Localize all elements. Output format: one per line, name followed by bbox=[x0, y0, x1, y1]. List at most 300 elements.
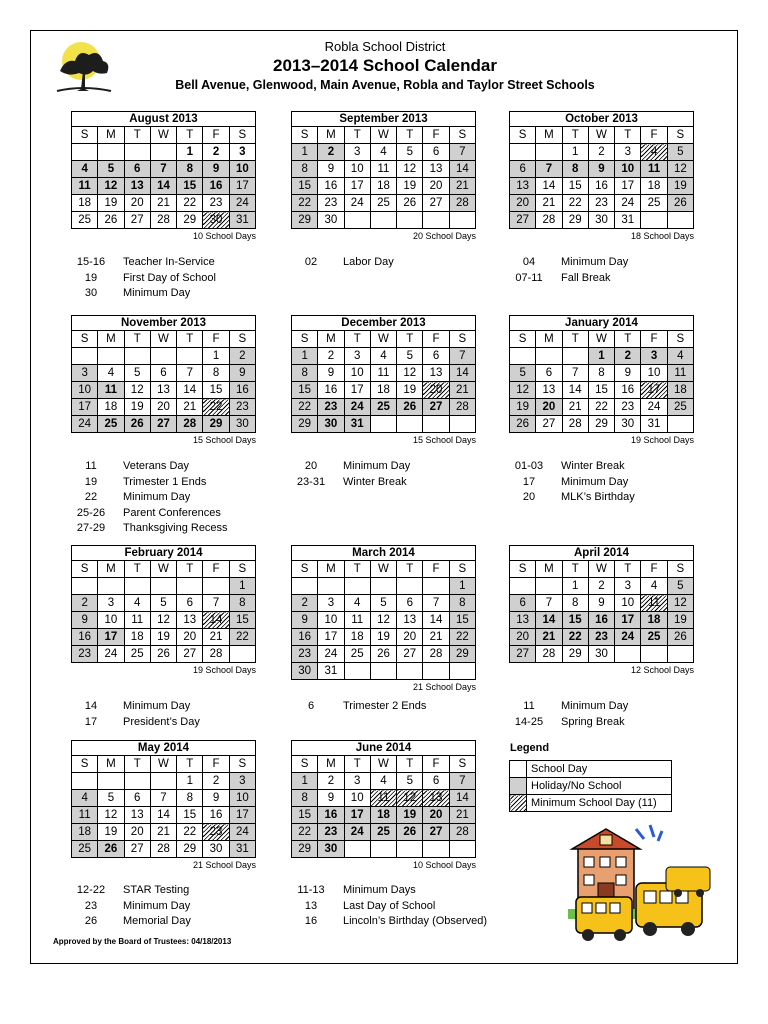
events-january-2014 bbox=[509, 459, 635, 506]
day-cell: 13 bbox=[536, 382, 562, 399]
empty-day-cell bbox=[98, 144, 124, 161]
week-row bbox=[510, 212, 694, 229]
legend-label: Minimum School Day (11) bbox=[527, 795, 672, 812]
day-cell: 11 bbox=[667, 365, 693, 382]
day-cell: 21 bbox=[562, 399, 588, 416]
weekday-header: W bbox=[150, 331, 176, 348]
day-cell: 19 bbox=[397, 807, 423, 824]
day-cell: 6 bbox=[510, 161, 536, 178]
day-cell: 30 bbox=[615, 416, 641, 433]
day-cell: 16 bbox=[588, 612, 614, 629]
day-cell: 10 bbox=[98, 612, 124, 629]
day-cell: 26 bbox=[124, 416, 150, 433]
week-row bbox=[510, 382, 694, 399]
week-row bbox=[72, 646, 256, 663]
month-december-2013 bbox=[291, 315, 476, 445]
empty-day-cell bbox=[318, 578, 344, 595]
day-cell: 2 bbox=[588, 144, 614, 161]
day-cell: 31 bbox=[229, 841, 255, 858]
weekday-header: S bbox=[510, 561, 536, 578]
event-item bbox=[71, 883, 191, 899]
day-cell: 24 bbox=[72, 416, 98, 433]
event-date: 25-26 bbox=[76, 506, 106, 519]
day-cell: 24 bbox=[641, 399, 667, 416]
day-cell: 16 bbox=[318, 382, 344, 399]
event-item bbox=[291, 699, 426, 715]
day-cell: 3 bbox=[229, 144, 255, 161]
day-cell: 8 bbox=[177, 161, 203, 178]
day-cell: 12 bbox=[98, 807, 124, 824]
week-row bbox=[292, 663, 476, 680]
day-cell: 28 bbox=[562, 416, 588, 433]
weekday-header: T bbox=[124, 561, 150, 578]
legend-item-holiday bbox=[510, 778, 672, 795]
event-date: 30 bbox=[84, 287, 98, 299]
day-cell: 24 bbox=[98, 646, 124, 663]
day-cell: 14 bbox=[536, 612, 562, 629]
event-item bbox=[291, 914, 487, 930]
day-cell: 12 bbox=[397, 161, 423, 178]
day-cell: 12 bbox=[667, 161, 693, 178]
event-item bbox=[71, 899, 191, 915]
day-cell: 20 bbox=[510, 195, 536, 212]
weekday-header: S bbox=[72, 331, 98, 348]
day-cell: 14 bbox=[150, 178, 176, 195]
week-row bbox=[510, 629, 694, 646]
day-cell: 25 bbox=[370, 399, 396, 416]
day-cell: 27 bbox=[536, 416, 562, 433]
day-cell: 18 bbox=[72, 824, 98, 841]
week-row bbox=[510, 144, 694, 161]
weekday-header: M bbox=[536, 561, 562, 578]
event-date: 17 bbox=[84, 715, 98, 728]
day-cell: 30 bbox=[318, 416, 344, 433]
day-cell: 7 bbox=[203, 595, 229, 612]
day-cell: 9 bbox=[588, 161, 614, 178]
day-cell: 17 bbox=[72, 399, 98, 416]
day-cell: 18 bbox=[72, 195, 98, 212]
day-cell: 19 bbox=[397, 382, 423, 399]
day-cell: 13 bbox=[423, 790, 449, 807]
events-may-2014 bbox=[71, 883, 191, 930]
weekday-header: F bbox=[423, 561, 449, 578]
weekday-header: W bbox=[370, 756, 396, 773]
weekday-header: M bbox=[318, 756, 344, 773]
day-cell: 9 bbox=[229, 365, 255, 382]
week-row bbox=[72, 841, 256, 858]
event-item bbox=[71, 715, 200, 731]
weekday-header: S bbox=[292, 127, 318, 144]
event-description: Last Day of School bbox=[343, 899, 436, 912]
empty-day-cell bbox=[370, 578, 396, 595]
day-cell: 22 bbox=[177, 195, 203, 212]
empty-day-cell bbox=[536, 144, 562, 161]
day-cell: 23 bbox=[229, 399, 255, 416]
empty-day-cell bbox=[510, 348, 536, 365]
day-cell: 1 bbox=[177, 773, 203, 790]
school-days-count: 21 School Days bbox=[192, 860, 256, 870]
week-row bbox=[292, 646, 476, 663]
day-cell: 31 bbox=[344, 416, 370, 433]
day-cell: 1 bbox=[449, 578, 475, 595]
weekday-header: S bbox=[449, 756, 475, 773]
weekday-header: M bbox=[536, 331, 562, 348]
day-cell: 30 bbox=[203, 212, 229, 229]
event-description: Minimum Days bbox=[343, 884, 416, 896]
weekday-header: T bbox=[562, 331, 588, 348]
day-cell: 19 bbox=[397, 178, 423, 195]
day-cell: 6 bbox=[423, 773, 449, 790]
legend-swatch-holiday bbox=[510, 778, 527, 795]
day-cell: 18 bbox=[370, 178, 396, 195]
events-april-2014 bbox=[509, 699, 628, 730]
day-cell: 14 bbox=[449, 161, 475, 178]
event-date: 26 bbox=[84, 915, 98, 927]
day-cell: 8 bbox=[203, 365, 229, 382]
day-cell: 16 bbox=[318, 807, 344, 824]
day-cell: 14 bbox=[150, 807, 176, 824]
day-cell: 9 bbox=[588, 595, 614, 612]
day-cell: 9 bbox=[318, 365, 344, 382]
event-description: Minimum Day bbox=[123, 287, 191, 299]
day-cell: 20 bbox=[150, 399, 176, 416]
weekday-header: M bbox=[318, 127, 344, 144]
empty-day-cell bbox=[667, 212, 693, 229]
day-cell: 27 bbox=[177, 646, 203, 663]
event-date: 07-11 bbox=[515, 271, 543, 284]
event-item bbox=[509, 715, 628, 731]
empty-day-cell bbox=[177, 578, 203, 595]
empty-day-cell bbox=[423, 841, 449, 858]
day-cell: 26 bbox=[667, 629, 693, 646]
event-item bbox=[509, 459, 635, 475]
day-cell: 22 bbox=[177, 824, 203, 841]
empty-day-cell bbox=[667, 646, 693, 663]
empty-day-cell bbox=[449, 416, 475, 433]
day-cell: 9 bbox=[292, 612, 318, 629]
day-cell: 15 bbox=[177, 807, 203, 824]
day-cell: 8 bbox=[177, 790, 203, 807]
day-cell: 28 bbox=[449, 824, 475, 841]
day-cell: 9 bbox=[615, 365, 641, 382]
weekday-header: T bbox=[397, 756, 423, 773]
weekday-header: T bbox=[397, 561, 423, 578]
day-cell: 1 bbox=[562, 144, 588, 161]
week-row bbox=[510, 365, 694, 382]
week-row bbox=[292, 382, 476, 399]
weekday-header: M bbox=[98, 561, 124, 578]
event-description: Teacher In-Service bbox=[123, 256, 215, 268]
week-row bbox=[72, 382, 256, 399]
day-cell: 2 bbox=[588, 578, 614, 595]
day-cell: 17 bbox=[229, 807, 255, 824]
week-row bbox=[292, 212, 476, 229]
day-cell: 3 bbox=[344, 773, 370, 790]
event-date: 13 bbox=[304, 899, 318, 912]
week-row bbox=[72, 612, 256, 629]
day-cell: 21 bbox=[150, 195, 176, 212]
day-cell: 4 bbox=[124, 595, 150, 612]
day-cell: 14 bbox=[449, 365, 475, 382]
week-row bbox=[292, 790, 476, 807]
day-cell: 11 bbox=[72, 807, 98, 824]
school-days-count: 18 School Days bbox=[630, 231, 694, 241]
week-row bbox=[510, 595, 694, 612]
day-cell: 18 bbox=[344, 629, 370, 646]
event-description: STAR Testing bbox=[123, 884, 190, 896]
day-cell: 22 bbox=[292, 824, 318, 841]
month-november-2013 bbox=[71, 315, 256, 445]
day-cell: 9 bbox=[203, 161, 229, 178]
empty-day-cell bbox=[124, 144, 150, 161]
empty-day-cell bbox=[72, 773, 98, 790]
event-date: 02 bbox=[304, 256, 318, 268]
event-item bbox=[71, 490, 228, 506]
day-cell: 14 bbox=[536, 178, 562, 195]
day-cell: 9 bbox=[203, 790, 229, 807]
week-row bbox=[292, 578, 476, 595]
day-cell: 18 bbox=[667, 382, 693, 399]
weekday-header: W bbox=[150, 127, 176, 144]
day-cell: 5 bbox=[397, 773, 423, 790]
week-row bbox=[292, 773, 476, 790]
day-cell: 20 bbox=[124, 195, 150, 212]
weekday-header: F bbox=[203, 756, 229, 773]
month-title: February 2014 bbox=[71, 545, 256, 560]
events-march-2014 bbox=[291, 699, 426, 715]
day-cell: 7 bbox=[150, 790, 176, 807]
day-cell: 29 bbox=[449, 646, 475, 663]
day-cell: 13 bbox=[510, 178, 536, 195]
event-description: Veterans Day bbox=[123, 460, 190, 472]
day-cell: 30 bbox=[588, 646, 614, 663]
day-cell: 26 bbox=[397, 824, 423, 841]
empty-day-cell bbox=[397, 578, 423, 595]
day-cell: 23 bbox=[318, 195, 344, 212]
day-cell: 22 bbox=[292, 399, 318, 416]
day-cell: 12 bbox=[397, 365, 423, 382]
day-cell: 23 bbox=[588, 629, 614, 646]
event-description: Minimum Day bbox=[561, 700, 629, 712]
day-cell: 24 bbox=[615, 195, 641, 212]
empty-day-cell bbox=[292, 578, 318, 595]
week-row bbox=[72, 399, 256, 416]
day-cell: 8 bbox=[292, 161, 318, 178]
day-cell: 3 bbox=[615, 144, 641, 161]
event-item bbox=[71, 286, 216, 302]
empty-day-cell bbox=[510, 144, 536, 161]
empty-day-cell bbox=[370, 212, 396, 229]
day-cell: 5 bbox=[124, 365, 150, 382]
weekday-header: T bbox=[124, 756, 150, 773]
day-cell: 7 bbox=[536, 595, 562, 612]
day-cell: 26 bbox=[397, 195, 423, 212]
day-cell: 16 bbox=[72, 629, 98, 646]
day-cell: 27 bbox=[423, 195, 449, 212]
event-date: 20 bbox=[304, 460, 318, 472]
day-cell: 11 bbox=[641, 161, 667, 178]
weekday-header: S bbox=[72, 561, 98, 578]
day-cell: 4 bbox=[641, 578, 667, 595]
day-cell: 17 bbox=[615, 612, 641, 629]
weekday-header: W bbox=[588, 561, 614, 578]
event-date: 19 bbox=[84, 271, 98, 284]
month-grid bbox=[291, 560, 476, 680]
day-cell: 28 bbox=[177, 416, 203, 433]
event-date: 6 bbox=[307, 700, 315, 712]
day-cell: 27 bbox=[397, 646, 423, 663]
weekday-header: F bbox=[641, 331, 667, 348]
day-cell: 3 bbox=[98, 595, 124, 612]
day-cell: 12 bbox=[370, 612, 396, 629]
day-cell: 7 bbox=[177, 365, 203, 382]
day-cell: 5 bbox=[667, 578, 693, 595]
day-cell: 2 bbox=[318, 773, 344, 790]
empty-day-cell bbox=[229, 646, 255, 663]
month-grid bbox=[291, 126, 476, 229]
month-grid bbox=[71, 755, 256, 858]
day-cell: 29 bbox=[177, 841, 203, 858]
day-cell: 20 bbox=[177, 629, 203, 646]
day-cell: 10 bbox=[641, 365, 667, 382]
event-date: 19 bbox=[84, 475, 98, 488]
empty-day-cell bbox=[423, 578, 449, 595]
weekday-header: T bbox=[615, 127, 641, 144]
day-cell: 20 bbox=[510, 629, 536, 646]
empty-day-cell bbox=[344, 841, 370, 858]
school-days-count: 15 School Days bbox=[412, 435, 476, 445]
weekday-header: S bbox=[292, 561, 318, 578]
month-april-2014 bbox=[509, 545, 694, 675]
weekday-header: M bbox=[318, 561, 344, 578]
weekday-header: F bbox=[203, 561, 229, 578]
week-row bbox=[510, 348, 694, 365]
month-february-2014 bbox=[71, 545, 256, 675]
school-days-count: 15 School Days bbox=[192, 435, 256, 445]
empty-day-cell bbox=[344, 663, 370, 680]
week-row bbox=[72, 578, 256, 595]
day-cell: 29 bbox=[562, 646, 588, 663]
day-cell: 26 bbox=[370, 646, 396, 663]
day-cell: 13 bbox=[150, 382, 176, 399]
day-cell: 26 bbox=[667, 195, 693, 212]
day-cell: 17 bbox=[641, 382, 667, 399]
day-cell: 17 bbox=[344, 807, 370, 824]
empty-day-cell bbox=[397, 841, 423, 858]
day-cell: 24 bbox=[344, 399, 370, 416]
day-cell: 28 bbox=[536, 646, 562, 663]
day-cell: 26 bbox=[510, 416, 536, 433]
day-cell: 27 bbox=[124, 841, 150, 858]
day-cell: 15 bbox=[449, 612, 475, 629]
month-june-2014 bbox=[291, 740, 476, 870]
day-cell: 1 bbox=[562, 578, 588, 595]
event-description: Lincoln’s Birthday (Observed) bbox=[343, 915, 488, 927]
empty-day-cell bbox=[449, 841, 475, 858]
day-cell: 12 bbox=[98, 178, 124, 195]
day-cell: 8 bbox=[562, 161, 588, 178]
day-cell: 25 bbox=[72, 841, 98, 858]
weekday-header: S bbox=[72, 756, 98, 773]
event-description: Memorial Day bbox=[123, 915, 191, 927]
weekday-header: S bbox=[667, 561, 693, 578]
events-november-2013 bbox=[71, 459, 228, 537]
day-cell: 15 bbox=[588, 382, 614, 399]
day-cell: 17 bbox=[318, 629, 344, 646]
day-cell: 21 bbox=[536, 629, 562, 646]
day-cell: 28 bbox=[150, 212, 176, 229]
event-description: Minimum Day bbox=[343, 460, 411, 472]
day-cell: 14 bbox=[423, 612, 449, 629]
calendar-page bbox=[30, 30, 738, 964]
day-cell: 28 bbox=[203, 646, 229, 663]
day-cell: 8 bbox=[562, 595, 588, 612]
day-cell: 13 bbox=[397, 612, 423, 629]
day-cell: 13 bbox=[510, 612, 536, 629]
day-cell: 25 bbox=[124, 646, 150, 663]
day-cell: 19 bbox=[150, 629, 176, 646]
weekday-header: M bbox=[98, 127, 124, 144]
day-cell: 21 bbox=[423, 629, 449, 646]
day-cell: 10 bbox=[615, 595, 641, 612]
day-cell: 1 bbox=[292, 144, 318, 161]
weekday-header: S bbox=[449, 127, 475, 144]
empty-day-cell bbox=[641, 212, 667, 229]
month-title: November 2013 bbox=[71, 315, 256, 330]
legend-swatch-minimum bbox=[510, 795, 527, 812]
weekday-header: S bbox=[292, 756, 318, 773]
day-cell: 31 bbox=[229, 212, 255, 229]
week-row bbox=[292, 416, 476, 433]
event-date: 11-13 bbox=[297, 884, 325, 896]
day-cell: 10 bbox=[344, 365, 370, 382]
month-grid bbox=[71, 560, 256, 663]
empty-day-cell bbox=[370, 416, 396, 433]
day-cell: 28 bbox=[449, 399, 475, 416]
day-cell: 26 bbox=[397, 399, 423, 416]
month-title: January 2014 bbox=[509, 315, 694, 330]
school-days-count: 10 School Days bbox=[192, 231, 256, 241]
day-cell: 25 bbox=[641, 195, 667, 212]
event-date: 14-25 bbox=[514, 715, 544, 728]
empty-day-cell bbox=[423, 416, 449, 433]
day-cell: 4 bbox=[72, 790, 98, 807]
month-title: October 2013 bbox=[509, 111, 694, 126]
day-cell: 24 bbox=[344, 195, 370, 212]
month-march-2014 bbox=[291, 545, 476, 692]
week-row bbox=[72, 807, 256, 824]
weekday-header: W bbox=[588, 331, 614, 348]
event-description: Minimum Day bbox=[561, 475, 629, 488]
approval-note: Approved by the Board of Trustees: 04/18/2013 bbox=[53, 937, 232, 946]
day-cell: 7 bbox=[423, 595, 449, 612]
week-row bbox=[292, 348, 476, 365]
day-cell: 11 bbox=[72, 178, 98, 195]
day-cell: 8 bbox=[449, 595, 475, 612]
day-cell: 22 bbox=[229, 629, 255, 646]
day-cell: 30 bbox=[203, 841, 229, 858]
day-cell: 30 bbox=[229, 416, 255, 433]
event-description: Spring Break bbox=[561, 715, 625, 728]
week-row bbox=[72, 365, 256, 382]
event-item bbox=[71, 699, 200, 715]
day-cell: 1 bbox=[203, 348, 229, 365]
week-row bbox=[510, 578, 694, 595]
day-cell: 2 bbox=[318, 348, 344, 365]
weekday-header: W bbox=[588, 127, 614, 144]
day-cell: 30 bbox=[318, 841, 344, 858]
event-date: 20 bbox=[522, 491, 536, 503]
